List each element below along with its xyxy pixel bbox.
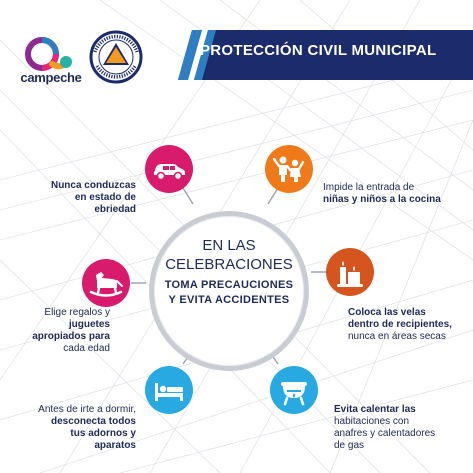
tip-toys-line1: Elige regalos y [44,307,110,318]
tip-sleep [26,404,136,452]
center-title-line2: CELEBRACIONES [165,256,293,273]
tip-drive-line2: en estado de [74,192,136,203]
tip-kitchen-line1: Impide la entrada de [323,182,415,193]
tip-toys-line3: apropiados para [32,331,110,342]
tip-heater-line1: Evita calentar las [334,404,416,415]
brazier-icon [270,366,318,414]
tip-toys-line2: juguetes [68,319,110,330]
tip-drive-line1: Nunca conduzcas [50,180,136,191]
tip-toys-line4: cada edad [63,343,110,354]
center-circle [149,211,309,371]
bed-icon [145,366,193,414]
center-subtitle-line2: Y EVITA ACCIDENTES [168,294,290,306]
campeche-logo-text: campeche [20,70,82,85]
tip-sleep-line1: Antes de irte a dormir, [38,404,136,415]
tip-heater [334,404,470,452]
center-subtitle-line1: TOMA PRECAUCIONES [164,279,294,291]
tip-candles [348,307,470,343]
tip-candles-line2: dentro de recipientes, [348,319,452,330]
candle-icon [326,248,374,296]
tip-heater-line4: de gas [334,440,365,451]
tip-candles-line1: Coloca las velas [348,307,426,318]
tip-toys [20,307,110,355]
tip-drive [40,180,136,216]
tip-heater-line3: anafres y calentadores [334,428,436,439]
tip-kitchen [323,182,469,206]
tip-candles-line3: nunca en áreas secas [348,331,446,342]
car-icon [145,145,193,193]
tip-heater-line2: habitaciones con [334,416,410,427]
rocking-horse-icon [82,259,130,307]
center-title-line1: EN LAS [202,237,256,254]
banner-title: PROTECCIÓN CIVIL MUNICIPAL [200,42,437,59]
tip-sleep-line2: desconecta todos [50,416,136,427]
tip-sleep-line4: aparatos [94,440,136,451]
tip-kitchen-line2: niñas y niños a la cocina [323,194,441,205]
tip-drive-line3: ebriedad [94,204,136,215]
tip-sleep-line3: tus adornos y [70,428,136,439]
children-icon [265,145,313,193]
